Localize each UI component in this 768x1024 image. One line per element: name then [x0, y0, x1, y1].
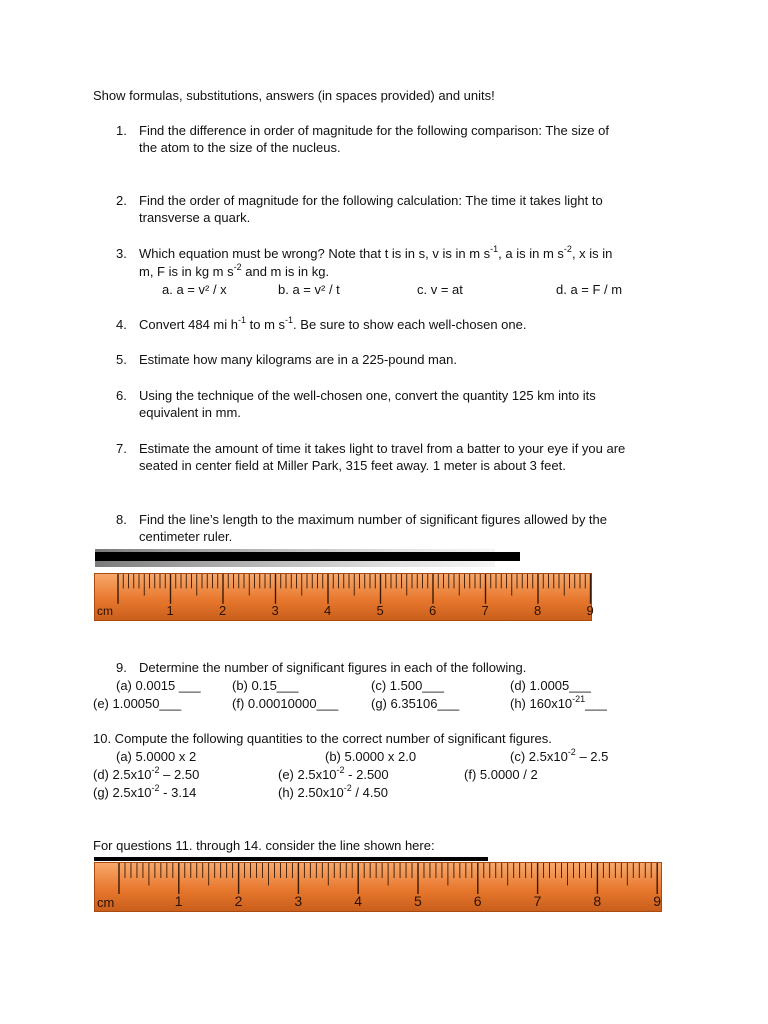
q10-d-sup: -2 [151, 764, 160, 775]
q10-e-text: (e) 2.5x10 [278, 767, 337, 782]
q3-option-b: b. a = v² / t [278, 282, 340, 297]
line-bar [95, 552, 520, 561]
ruler-number: 9 [586, 603, 594, 618]
q9-h-blank: ___ [585, 696, 607, 711]
q2-number: 2. [116, 193, 127, 208]
measured-line-1 [95, 549, 520, 567]
q5-number: 5. [116, 352, 127, 367]
ruler-number: 6 [473, 893, 482, 909]
q10-g-sup: -2 [151, 782, 160, 793]
q9-c: (c) 1.500___ [371, 678, 444, 693]
q3-sup-3: -2 [233, 261, 242, 272]
q8-line1: Find the line’s length to the maximum number of significant figures allowed by the [139, 512, 608, 527]
q10-e [278, 764, 389, 783]
ruler-number: 2 [234, 893, 243, 909]
ruler-number: 2 [219, 603, 227, 618]
q10-h-text: (h) 2.50x10 [278, 785, 344, 800]
q9-e: (e) 1.00050___ [93, 696, 182, 711]
q10-e-rest: - 2.500 [344, 767, 389, 782]
q3-text-c: , x is in [571, 246, 613, 261]
ruler-centimeter-1 [94, 573, 592, 621]
q9-h-text: (h) 160x10 [510, 696, 573, 711]
q4-text-b: to m s [246, 317, 286, 332]
q7-line1: Estimate the amount of time it takes light to travel from a batter to your eye if you are [139, 441, 626, 456]
ruler-number: 5 [376, 603, 384, 618]
q3-text-d: m, F is in kg m s [139, 264, 234, 279]
q8-line2: centimeter ruler. [139, 529, 233, 544]
q9-a: (a) 0.0015 ___ [116, 678, 201, 693]
q10-a: (a) 5.0000 x 2 [116, 749, 197, 764]
ruler-centimeter-2 [94, 862, 662, 912]
q10-f: (f) 5.0000 / 2 [464, 767, 538, 782]
q3-text-e: and m is in kg. [241, 264, 330, 279]
q3-sup-1: -1 [490, 243, 499, 254]
q6-number: 6. [116, 388, 127, 403]
q9-number: 9. [116, 660, 127, 675]
q1-line1: Find the difference in order of magnitude for the following comparison: The size of [139, 123, 609, 138]
q2-line2: transverse a quark. [139, 210, 251, 225]
q9-h [510, 693, 607, 712]
q9-text: Determine the number of significant figures in each of the following. [139, 660, 527, 675]
ruler-number: 7 [533, 893, 542, 909]
q4-sup-2: -1 [285, 314, 294, 325]
q6-line1: Using the technique of the well-chosen one, convert the quantity 125 km into its [139, 388, 596, 403]
q10-d-text: (d) 2.5x10 [93, 767, 152, 782]
q10-c-text: (c) 2.5x10 [510, 749, 568, 764]
q7-number: 7. [116, 441, 127, 456]
ruler-number: 3 [294, 893, 303, 909]
q10-g [93, 782, 197, 801]
q9-f: (f) 0.00010000___ [232, 696, 339, 711]
q4-text [139, 314, 527, 333]
q10-d [93, 764, 200, 783]
q10-g-rest: - 3.14 [159, 785, 197, 800]
ruler-number: 8 [593, 893, 602, 909]
q9-d: (d) 1.0005___ [510, 678, 591, 693]
ruler-number: 4 [324, 603, 332, 618]
q3-text-a: Which equation must be wrong? Note that t is in s, v is in m s [139, 246, 491, 261]
q3-sup-2: -2 [563, 243, 572, 254]
q10-g-text: (g) 2.5x10 [93, 785, 152, 800]
q10-h-sup: -2 [343, 782, 352, 793]
q3-option-c: c. v = at [417, 282, 463, 297]
ruler-number: 5 [414, 893, 422, 909]
q10-c-sup: -2 [567, 746, 576, 757]
q3-option-d: d. a = F / m [556, 282, 623, 297]
measured-line-2 [94, 857, 488, 861]
q3-number: 3. [116, 246, 127, 261]
ruler-unit-label: cm [97, 895, 115, 910]
q9-g: (g) 6.35106___ [371, 696, 460, 711]
q2-line1: Find the order of magnitude for the following calculation: The time it takes light to [139, 193, 603, 208]
q3-line2 [139, 261, 330, 280]
q1-line2: the atom to the size of the nucleus. [139, 140, 341, 155]
q4-text-a: Convert 484 mi h [139, 317, 238, 332]
q5-text: Estimate how many kilograms are in a 225-pound man. [139, 352, 457, 367]
q10-e-sup: -2 [336, 764, 345, 775]
q10-d-rest: – 2.50 [159, 767, 200, 782]
q9-h-sup: -21 [572, 693, 586, 704]
instructions: Show formulas, substitutions, answers (in spaces provided) and units! [93, 88, 495, 103]
ruler-number: 9 [653, 893, 661, 909]
ruler-number: 8 [534, 603, 542, 618]
q11-text: For questions 11. through 14. consider the line shown here: [93, 838, 435, 853]
ruler-number: 3 [271, 603, 279, 618]
ruler-unit-label: cm [97, 604, 113, 618]
ruler-number: 4 [354, 893, 362, 909]
ruler-number: 6 [429, 603, 437, 618]
q6-line2: equivalent in mm. [139, 405, 241, 420]
q3-text-b: , a is in m s [498, 246, 564, 261]
q3-option-a: a. a = v² / x [162, 282, 227, 297]
q3-line1 [139, 243, 613, 262]
q1-number: 1. [116, 123, 127, 138]
ruler-number: 1 [166, 603, 174, 618]
q4-text-c: . Be sure to show each well-chosen one. [293, 317, 527, 332]
ruler-number: 1 [174, 893, 183, 909]
q4-sup-1: -1 [238, 314, 247, 325]
q9-b: (b) 0.15___ [232, 678, 299, 693]
q10-h-rest: / 4.50 [351, 785, 388, 800]
q10-c-rest: – 2.5 [575, 749, 609, 764]
q10-c [510, 746, 609, 765]
q7-line2: seated in center field at Miller Park, 315 feet away. 1 meter is about 3 feet. [139, 458, 566, 473]
q4-number: 4. [116, 317, 127, 332]
q10-text: 10. Compute the following quantities to the correct number of significant figures. [93, 731, 552, 746]
ruler-number: 7 [481, 603, 489, 618]
q10-b: (b) 5.0000 x 2.0 [325, 749, 417, 764]
q8-number: 8. [116, 512, 127, 527]
q10-h [278, 782, 388, 801]
